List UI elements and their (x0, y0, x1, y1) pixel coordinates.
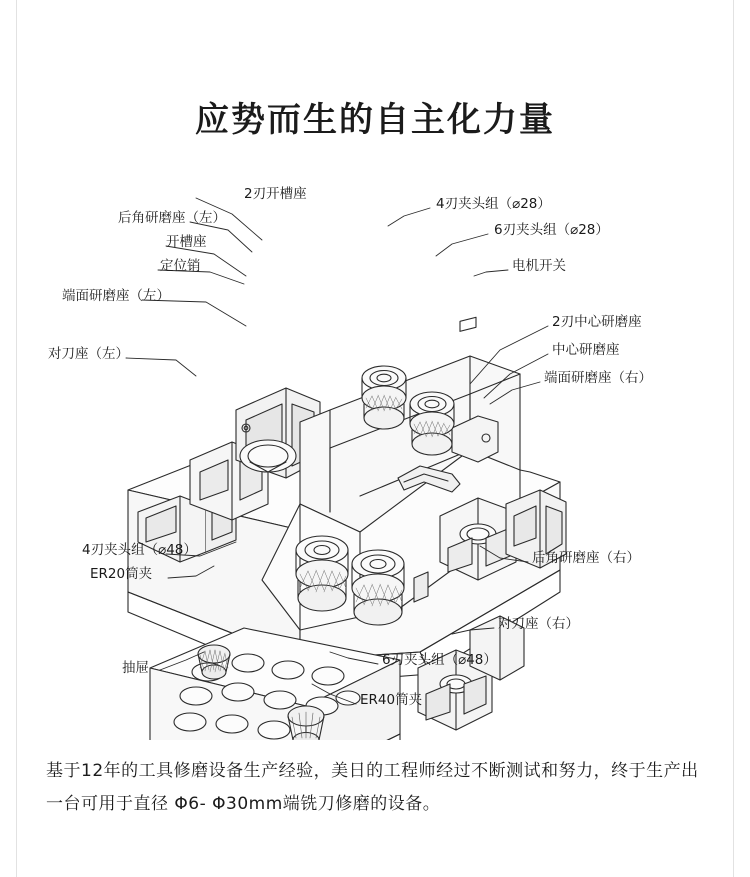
page-caption: 基于12年的工具修磨设备生产经验，美日的工程师经过不断测试和努力，终于生产出一台可用于直径 Φ6- Φ30mm端铣刀修磨的设备。 (46, 761, 699, 815)
callout-collet-group-4flute-48: 4刃夹头组（⌀48） (82, 542, 197, 558)
callout-locating-pin: 定位销 (160, 258, 201, 274)
machine-diagram (0, 160, 750, 740)
callout-drawer: 抽屉 (122, 660, 149, 676)
callout-face-grind-seat-right: 端面研磨座（右） (544, 370, 652, 386)
callout-motor-switch: 电机开关 (512, 258, 566, 274)
callout-collet-group-6flute-48: 6刃夹头组（⌀48） (382, 652, 497, 668)
callout-er20-collet: ER20筒夹 (90, 566, 153, 582)
callout-relief-grind-seat-right: 后角研磨座（右） (532, 550, 640, 566)
callout-slot-seat-2flute: 2刃开槽座 (244, 186, 307, 202)
callout-relief-grind-seat-left: 后角研磨座（左） (118, 210, 226, 226)
callout-collet-group-6flute-28: 6刃夹头组（⌀28） (494, 222, 609, 238)
callout-center-grind-seat-2flute: 2刃中心研磨座 (552, 314, 642, 330)
callout-center-grind-seat: 中心研磨座 (552, 342, 620, 358)
callout-face-grind-seat-left: 端面研磨座（左） (62, 288, 170, 304)
page-title: 应势而生的自主化力量 (195, 100, 555, 140)
machine-illustration (0, 160, 750, 740)
callout-collet-group-4flute-28: 4刃夹头组（⌀28） (436, 196, 551, 212)
callout-tool-setting-seat-left: 对刀座（左） (48, 346, 129, 362)
callout-slot-seat: 开槽座 (166, 234, 207, 250)
callout-tool-setting-seat-right: 对刀座（右） (498, 616, 579, 632)
callout-er40-collet: ER40筒夹 (360, 692, 423, 708)
